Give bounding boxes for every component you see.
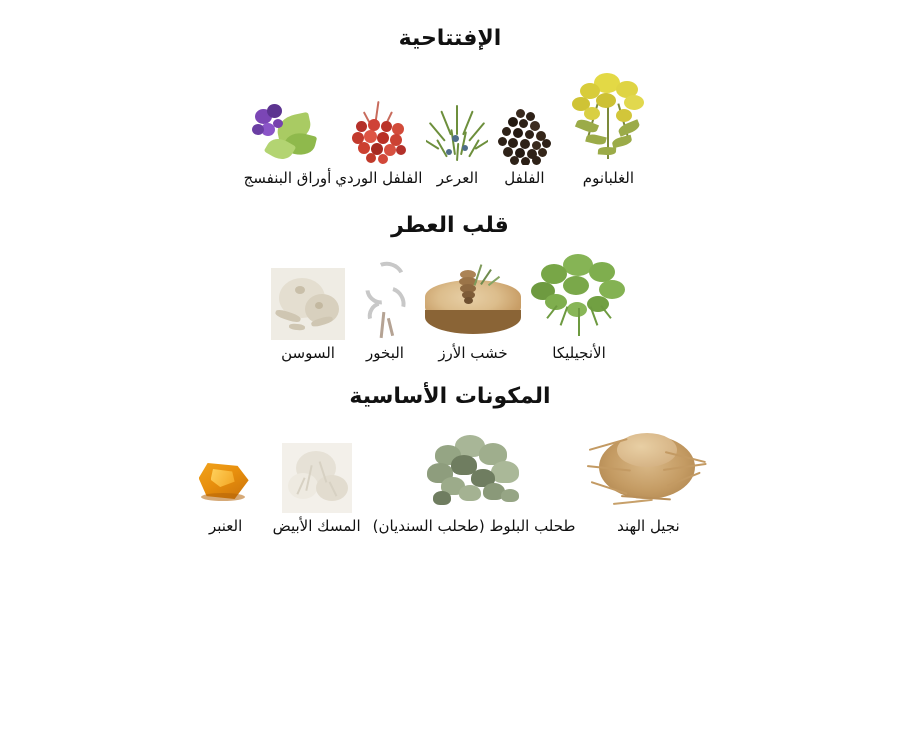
ingredient-orris-root [271,268,345,362]
section-title-heart-notes: قلب العطر [391,213,509,238]
ingredient-label: خشب الأرز [438,344,508,362]
ingredient-incense [353,260,417,362]
vetiver-icon [587,425,709,513]
ingredient-violet-leaves [244,99,332,187]
ingredient-galbanum [560,69,656,187]
pink-pepper-icon [346,99,412,165]
ingredient-row-heart-notes [0,254,900,362]
ingredient-label: العرعر [436,169,479,187]
juniper-icon [426,101,488,165]
ingredient-oakmoss [373,433,576,535]
angelica-icon [529,254,629,340]
ingredient-amber [191,449,261,535]
ingredient-pink-pepper [335,99,422,187]
section-base-notes [0,384,900,535]
amber-resin-icon [191,449,261,513]
section-title-top-notes: الإفتتاحية [398,26,502,51]
incense-smoke-icon [353,260,417,340]
ingredient-white-musk [273,443,361,535]
ingredient-label: الأنجيليكا [552,344,606,362]
white-musk-icon [282,443,352,513]
oakmoss-icon [421,433,527,513]
ingredient-label: البخور [366,344,404,362]
ingredient-cedarwood [425,264,521,362]
orris-root-icon [271,268,345,340]
ingredient-row-base-notes [0,425,900,535]
ingredient-label: السوسن [281,344,335,362]
galbanum-icon [560,69,656,165]
ingredient-label: طحلب البلوط (طحلب السنديان) [372,517,576,535]
section-title-base-notes: المكونات الأساسية [349,384,551,409]
section-top-notes [0,26,900,187]
ingredient-label: نجيل الهند [617,517,680,535]
ingredient-label: الفلفل [504,169,545,187]
violet-leaves-icon [251,99,323,165]
section-heart-notes [0,213,900,362]
ingredient-label: العنبر [208,517,243,535]
cedarwood-icon [425,264,521,340]
ingredient-vetiver [587,425,709,535]
ingredient-label: الفلفل الوردي [335,169,423,187]
ingredient-row-top-notes [0,69,900,187]
ingredient-label: أوراق البنفسج [243,169,332,187]
fragrance-notes-page [0,26,900,731]
ingredient-juniper [426,101,488,187]
black-pepper-icon [492,103,556,165]
ingredient-angelica [529,254,629,362]
ingredient-black-pepper [492,103,556,187]
ingredient-label: المسك الأبيض [272,517,361,535]
ingredient-label: الغلبانوم [582,169,635,187]
